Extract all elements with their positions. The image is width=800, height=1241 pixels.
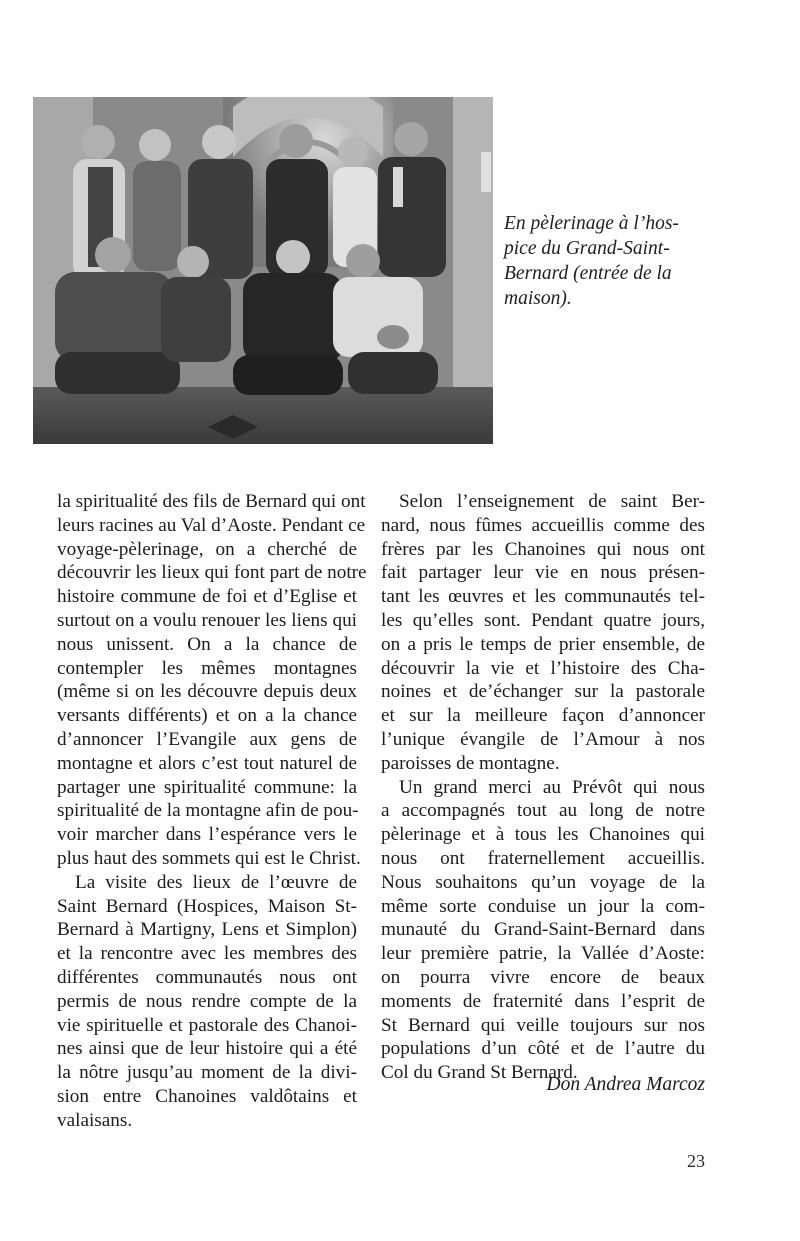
text-line: munauté du Grand-Saint-Bernard dans (381, 919, 705, 941)
text-line: permis de nous rendre compte de la (57, 990, 357, 1012)
text-line: moments de fraternité dans l’esprit de (381, 990, 705, 1012)
text-line: on a pris le temps de prier ensemble, de (381, 633, 705, 655)
text-line: nes ainsi que de leur histoire qui a été (57, 1038, 357, 1060)
text-line: noines et de’échanger sur la pastorale (381, 681, 705, 703)
text-line: plus haut des sommets qui est le Christ. (57, 847, 361, 869)
text-line: voyage-pèlerinage, on a cherché de (57, 538, 357, 560)
text-line: pèlerinage et à tous les Chanoines qui (381, 824, 705, 846)
text-line: et la rencontre avec les membres des (57, 943, 357, 965)
text-line: sion entre Chanoines valdôtains et (57, 1085, 357, 1107)
text-line: les qu’elles sont. Pendant quatre jours, (381, 609, 705, 631)
caption-line: maison). (504, 288, 572, 309)
text-line: paroisses de montagne. (381, 752, 560, 774)
paragraph (381, 776, 705, 1085)
text-line: découvrir la vie et l’histoire des Cha- (381, 657, 705, 679)
group-photo (33, 97, 493, 444)
text-line: frères par les Chanoines qui nous ont (381, 538, 705, 560)
text-line: partager une spiritualité commune: la (57, 776, 357, 798)
text-line: a accompagnés tout au long de notre (381, 800, 705, 822)
text-line: surtout on a voulu renouer les liens qui (57, 609, 357, 631)
text-line: valaisans. (57, 1109, 133, 1131)
paragraph (57, 490, 367, 871)
right-column (381, 490, 705, 1085)
text-line: histoire commune de foi et d’Eglise et (57, 586, 357, 608)
caption-line: pice du Grand-Saint- (504, 238, 670, 259)
text-line: leurs racines au Val d’Aoste. Pendant ce (57, 514, 366, 536)
text-line: l’unique évangile de l’Amour à nos (381, 728, 705, 750)
text-line: et sur la meilleure façon d’annoncer (381, 705, 705, 727)
text-line: Un grand merci au Prévôt qui nous (399, 776, 705, 798)
text-line: spiritualité de la montagne afin de pou- (57, 800, 359, 822)
text-line: nard, nous fûmes accueillis comme des (381, 514, 705, 536)
text-line: Bernard à Martigny, Lens et Simplon) (57, 919, 357, 941)
text-line: leur première patrie, la Vallée d’Aoste: (381, 943, 705, 965)
caption-line: En pèlerinage à l’hos- (504, 213, 679, 234)
text-line: St Bernard qui veille toujours sur nos (381, 1014, 705, 1036)
text-line: Selon l’enseignement de saint Ber- (399, 491, 705, 512)
paragraph (57, 871, 357, 1133)
text-line: Saint Bernard (Hospices, Maison St- (57, 895, 357, 917)
text-line: Col du Grand St Bernard. (381, 1062, 578, 1084)
text-line: voir marcher dans l’espérance vers le (57, 824, 357, 846)
text-line: nous unissent. On a la chance de (57, 633, 357, 655)
text-line: on pourra vivre encore de beaux (381, 966, 705, 988)
text-line: la spiritualité des fils de Bernard qui ont (57, 491, 366, 512)
text-line: même sorte conduise un jour la com- (381, 895, 705, 917)
author-signature: Don Andrea Marcoz (546, 1074, 705, 1095)
photo-caption (504, 211, 704, 311)
text-line: tant les œuvres et les communautés tel- (381, 586, 705, 608)
text-line: contempler les mêmes montagnes (57, 657, 357, 679)
text-line: La visite des lieux de l’œuvre de (75, 871, 357, 893)
text-line: fait partager leur vie en nous présen- (381, 562, 705, 584)
text-line: découvrir les lieux qui font part de notre (57, 562, 367, 584)
text-line: vie spirituelle et pastorale des Chanoi- (57, 1014, 357, 1036)
text-line: nous ont fraternellement accueillis. (381, 847, 705, 869)
group-photo-icon (33, 97, 493, 444)
text-line: montagne et alors c’est tout naturel de (57, 752, 357, 774)
caption-line: Bernard (entrée de la (504, 263, 672, 284)
paragraph (381, 490, 705, 776)
text-line: la nôtre jusqu’au moment de la divi- (57, 1062, 357, 1084)
text-line: différentes communautés nous ont (57, 966, 357, 988)
text-line: d’annoncer l’Evangile aux gens de (57, 728, 357, 750)
text-line: populations d’un côté et de l’autre du (381, 1038, 705, 1060)
page-number: 23 (687, 1151, 705, 1171)
text-line: (même si on les découvre depuis deux (57, 681, 357, 703)
text-line: Nous souhaitons qu’un voyage de la (381, 871, 705, 893)
text-line: versants différents) et on a la chance (57, 705, 357, 727)
left-column (57, 490, 367, 1133)
